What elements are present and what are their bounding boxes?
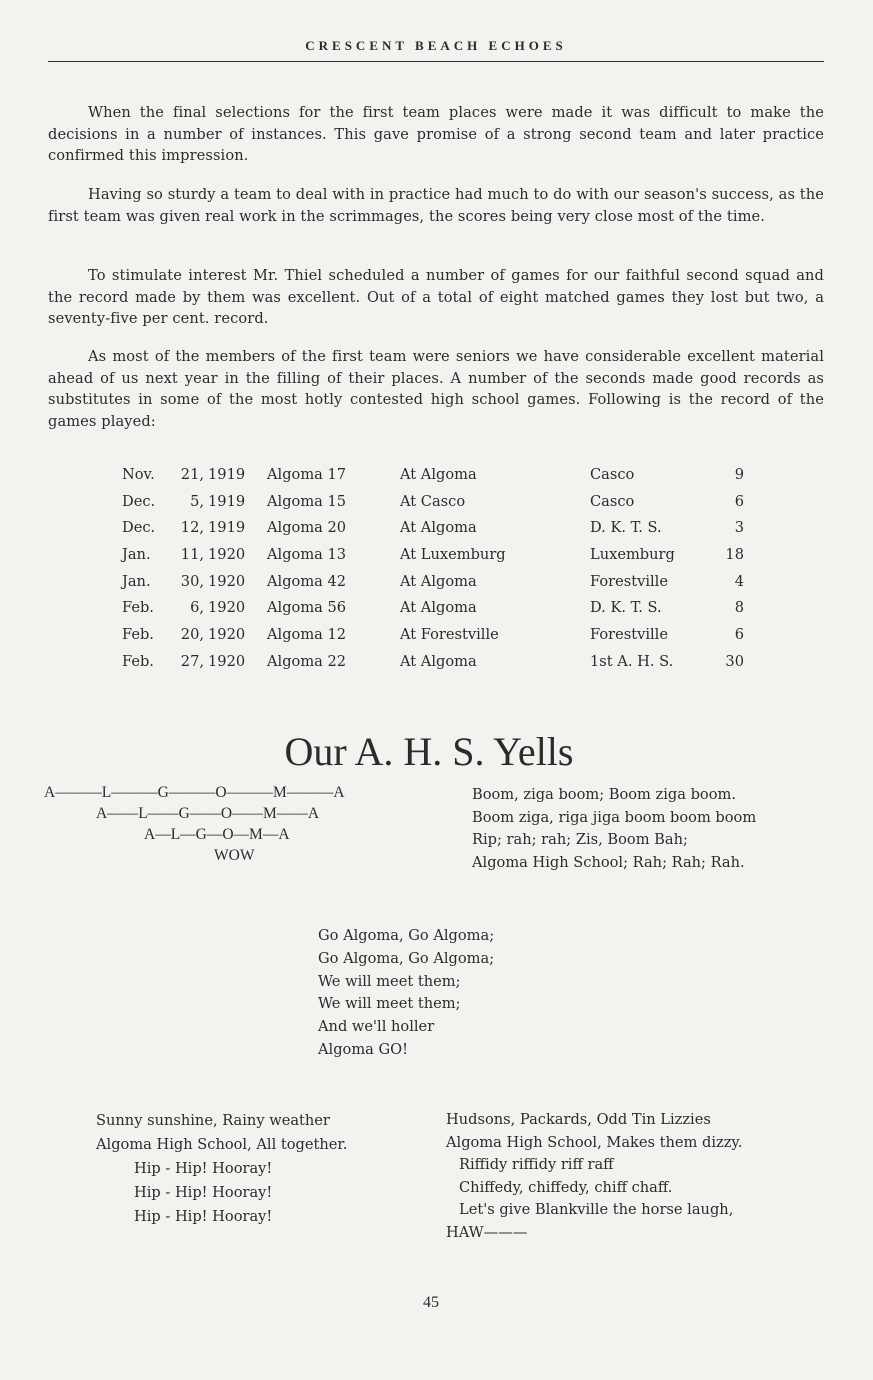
boom-yell-line: Boom ziga, riga jiga boom boom boom xyxy=(472,808,757,826)
sunny-yell-line: Sunny sunshine, Rainy weather xyxy=(96,1112,330,1129)
hudsons-yell-line: Algoma High School, Makes them dizzy. xyxy=(446,1133,743,1151)
game-opponent: Casco xyxy=(590,492,635,510)
game-day: 6, xyxy=(190,599,204,617)
game-team-score: Algoma 15 xyxy=(267,492,347,510)
game-opponent-score: 18 xyxy=(725,546,744,564)
game-opponent-score: 6 xyxy=(734,626,744,644)
game-opponent: Forestville xyxy=(590,626,668,644)
spell-yell-line: WOW xyxy=(214,847,255,864)
games-table xyxy=(122,466,762,680)
game-opponent-score: 30 xyxy=(725,652,744,670)
sunny-sunshine-yell xyxy=(96,1109,347,1229)
game-location: At Casco xyxy=(400,492,466,510)
yells-heading: Our A. H. S. Yells xyxy=(284,729,574,774)
game-month: Jan. xyxy=(122,572,151,590)
game-opponent-score: 3 xyxy=(734,519,744,537)
hudsons-yell xyxy=(446,1109,742,1244)
game-team-score: Algoma 17 xyxy=(267,466,347,483)
game-day: 27, xyxy=(180,652,204,670)
game-location: At Algoma xyxy=(400,466,477,483)
game-row xyxy=(122,653,762,680)
game-year: 1920 xyxy=(208,652,246,670)
header-rule xyxy=(48,61,824,62)
go-algoma-line: We will meet them; xyxy=(318,995,461,1013)
game-opponent-score: 8 xyxy=(734,599,744,617)
game-month: Jan. xyxy=(122,546,151,564)
game-opponent: D. K. T. S. xyxy=(590,599,662,617)
page-number: 45 xyxy=(423,1294,439,1311)
game-row xyxy=(122,573,762,600)
spell-yell-line: A—L—G—O—M—A xyxy=(144,826,290,843)
paragraph-1: When the final selections for the first team places were made it was difficult to make the decisions in a number of instances. This gave promise of a strong second team and later practice confirmed this impression. xyxy=(48,104,824,164)
game-year: 1920 xyxy=(208,599,246,617)
game-opponent: Casco xyxy=(590,466,635,483)
hudsons-yell-line: Chiffedy, chiffedy, chiff chaff. xyxy=(459,1178,673,1196)
spell-yell-line: A———L———G———O———M———A xyxy=(44,784,345,801)
go-algoma-yell xyxy=(318,925,494,1062)
game-location: At Algoma xyxy=(400,599,477,617)
game-row xyxy=(122,493,762,520)
game-opponent: D. K. T. S. xyxy=(590,519,662,537)
game-year: 1920 xyxy=(208,572,246,590)
go-algoma-line: Go Algoma, Go Algoma; xyxy=(318,927,495,944)
game-team-score: Algoma 42 xyxy=(267,572,347,590)
game-row xyxy=(122,626,762,653)
game-opponent-score: 9 xyxy=(734,466,744,483)
boom-yell-line: Boom, ziga boom; Boom ziga boom. xyxy=(472,786,736,803)
game-location: At Algoma xyxy=(400,519,477,537)
go-algoma-line: Go Algoma, Go Algoma; xyxy=(318,949,495,967)
game-year: 1920 xyxy=(208,626,246,644)
spell-yell xyxy=(44,784,434,868)
game-month: Dec. xyxy=(122,519,156,537)
game-row xyxy=(122,599,762,626)
hudsons-yell-line: Riffidy riffidy riff raff xyxy=(459,1156,614,1173)
game-day: 30, xyxy=(180,572,204,590)
game-year: 1919 xyxy=(208,466,246,483)
game-team-score: Algoma 13 xyxy=(267,546,347,564)
go-algoma-line: And we'll holler xyxy=(318,1018,435,1036)
hudsons-yell-line: Hudsons, Packards, Odd Tin Lizzies xyxy=(446,1111,711,1128)
game-day: 5, xyxy=(190,492,204,510)
game-opponent-score: 6 xyxy=(734,492,744,510)
game-row xyxy=(122,466,762,493)
game-month: Feb. xyxy=(122,652,154,670)
go-algoma-line: We will meet them; xyxy=(318,972,461,990)
game-day: 20, xyxy=(180,626,204,644)
game-opponent: 1st A. H. S. xyxy=(590,652,674,670)
hudsons-yell-line: Let's give Blankville the horse laugh, xyxy=(459,1201,734,1218)
hudsons-yell-line: HAW——— xyxy=(446,1223,528,1241)
game-team-score: Algoma 20 xyxy=(267,519,347,537)
game-year: 1919 xyxy=(208,492,246,510)
game-month: Feb. xyxy=(122,599,154,617)
game-location: At Algoma xyxy=(400,652,477,670)
sunny-yell-line: Hip - Hip! Hooray! xyxy=(134,1160,273,1177)
game-location: At Algoma xyxy=(400,572,477,590)
game-year: 1919 xyxy=(208,519,246,537)
boom-yell xyxy=(472,784,756,874)
sunny-yell-line: Hip - Hip! Hooray! xyxy=(134,1208,273,1225)
paragraph-2: Having so sturdy a team to deal with in practice had much to do with our season's success, as the first team was given real work in the scrimmages, the scores being very close most of the time. xyxy=(48,186,824,225)
game-month: Nov. xyxy=(122,466,155,483)
game-row xyxy=(122,546,762,573)
game-location: At Forestville xyxy=(400,626,499,644)
game-opponent-score: 4 xyxy=(734,572,744,590)
game-team-score: Algoma 12 xyxy=(267,626,347,644)
game-location: At Luxemburg xyxy=(400,546,506,564)
game-day: 21, xyxy=(180,466,204,483)
game-month: Feb. xyxy=(122,626,154,644)
game-team-score: Algoma 22 xyxy=(267,652,347,670)
game-opponent: Luxemburg xyxy=(590,546,675,564)
game-team-score: Algoma 56 xyxy=(267,599,347,617)
game-opponent: Forestville xyxy=(590,572,668,590)
game-day: 11, xyxy=(180,546,204,564)
spell-yell-line: A——L——G——O——M——A xyxy=(96,805,320,822)
boom-yell-line: Algoma High School; Rah; Rah; Rah. xyxy=(472,853,745,871)
game-month: Dec. xyxy=(122,492,156,510)
game-year: 1920 xyxy=(208,546,246,564)
paragraph-4: As most of the members of the first team were seniors we have considerable excellent material ahead of us next year in the filling of their places. A number of the seconds made good records as substitutes in some of the most hotly contested high school games. Following is the record of the games played: xyxy=(48,348,824,430)
boom-yell-line: Rip; rah; rah; Zis, Boom Bah; xyxy=(472,831,688,848)
paragraph-3: To stimulate interest Mr. Thiel scheduled a number of games for our faithful second squad and the record made by them was excellent. Out of a total of eight matched games they lost but two, a seventy-five per cent. record. xyxy=(48,267,824,327)
sunny-yell-line: Algoma High School, All together. xyxy=(96,1136,348,1153)
game-day: 12, xyxy=(180,519,204,537)
sunny-yell-line: Hip - Hip! Hooray! xyxy=(134,1184,273,1201)
go-algoma-line: Algoma GO! xyxy=(318,1040,408,1058)
running-title: CRESCENT BEACH ECHOES xyxy=(305,38,567,53)
game-row xyxy=(122,519,762,546)
